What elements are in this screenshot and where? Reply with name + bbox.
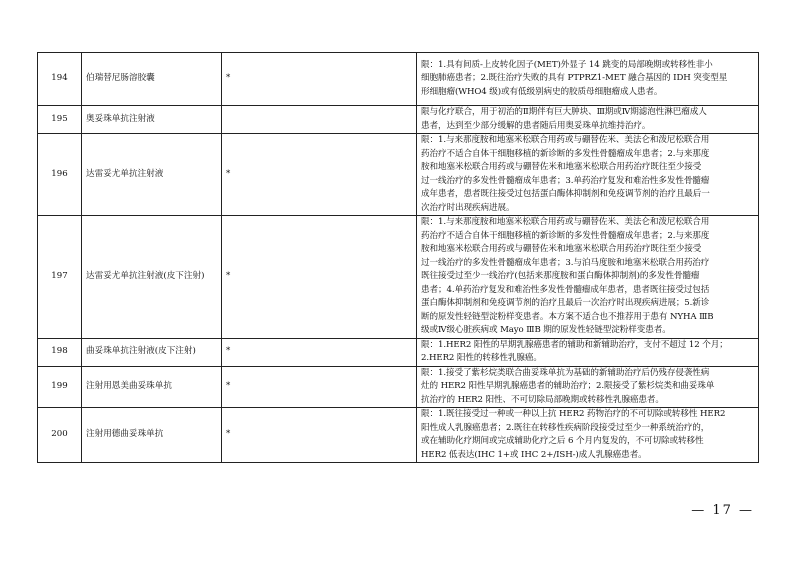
category-mark: * xyxy=(222,134,417,216)
remark-line: 限与化疗联合，用于初治的Ⅱ期伴有巨大肿块、Ⅲ期或Ⅳ期滤泡性淋巴瘤成人 xyxy=(421,107,707,117)
remark-line: 既往接受过至少一线治疗(包括来那度胺和蛋白酶体抑制剂)的多发性骨髓瘤 xyxy=(421,271,700,281)
remark-line: 阳性成人乳腺癌患者；2.既往在转移性疾病阶段接受过至少一种系统治疗的， xyxy=(421,422,710,433)
drug-list-table xyxy=(37,52,759,463)
remark-line: 药治疗不适合自体干细胞移植的新诊断的多发性骨髓瘤成年患者；2.与来那度 xyxy=(421,148,710,159)
remarks-cell xyxy=(417,408,759,463)
drug-name: 伯瑞替尼肠溶胶囊 xyxy=(82,53,222,106)
drug-name: 曲妥珠单抗注射液(皮下注射) xyxy=(82,338,222,366)
remark-line: 患者；4.单药治疗复发和难治性多发性骨髓瘤成年患者，患者既往接受过包括 xyxy=(421,284,710,295)
table-row xyxy=(38,408,759,463)
remark-line: 断的原发性轻链型淀粉样变患者。本方案不适合也不推荐用于患有 NYHA ⅢB xyxy=(421,311,714,322)
remark-line: 成年患者，患者既往接受过包括蛋白酶体抑制剂和免疫调节剂的治疗且最后一 xyxy=(421,189,710,199)
drug-name: 达雷妥尤单抗注射液 xyxy=(82,134,222,216)
remark-line: 限：1.具有间质-上皮转化因子(MET)外显子 14 跳变的局部晚期或转移性非小 xyxy=(421,59,713,70)
row-number: 198 xyxy=(38,338,82,366)
remarks-cell xyxy=(417,216,759,339)
category-mark: * xyxy=(222,366,417,408)
remark-line: 形细胞瘤(WHO4 级)或有低级别病史的胶质母细胞瘤成人患者。 xyxy=(421,86,663,97)
page-number: — 17 — xyxy=(691,503,754,518)
remark-line: 限：1.HER2 阳性的早期乳腺癌患者的辅助和新辅助治疗，支付不超过 12 个月； xyxy=(421,339,728,350)
remark-line: 限：1.与来那度胺和地塞米松联合用药或与硼替佐米、美法仑和泼尼松联合用 xyxy=(421,217,710,227)
remark-line: 细胞肺癌患者；2.既往治疗失败的具有 PTPRZ1-MET 融合基因的 IDH 突变型星 xyxy=(421,73,728,84)
category-mark: * xyxy=(222,53,417,106)
category-mark: * xyxy=(222,216,417,339)
row-number: 197 xyxy=(38,216,82,339)
row-number: 196 xyxy=(38,134,82,216)
table-row xyxy=(38,106,759,134)
table-row xyxy=(38,216,759,339)
remarks-cell xyxy=(417,134,759,216)
table-row xyxy=(38,134,759,216)
remark-line: 次治疗时出现疾病进展。 xyxy=(421,202,515,213)
remark-line: 过一线治疗的多发性骨髓瘤成年患者；3.单药治疗复发和难治性多发性骨髓瘤 xyxy=(421,175,710,186)
remarks-cell xyxy=(417,53,759,106)
remark-line: HER2 低表达(IHC 1+或 IHC 2+/ISH-)成人乳腺癌患者。 xyxy=(421,449,647,460)
remark-line: 蛋白酶体抑制剂和免疫调节剂的治疗且最后一次治疗时出现疾病进展；5.新诊 xyxy=(421,298,710,308)
table-row xyxy=(38,338,759,366)
remarks-cell xyxy=(417,106,759,134)
drug-name: 注射用恩美曲妥珠单抗 xyxy=(82,366,222,408)
drug-name: 注射用德曲妥珠单抗 xyxy=(82,408,222,463)
remark-line: 限：1.与来那度胺和地塞米松联合用药或与硼替佐米、美法仑和泼尼松联合用 xyxy=(421,135,710,145)
row-number: 195 xyxy=(38,106,82,134)
row-number: 200 xyxy=(38,408,82,463)
remark-line: 或在辅助化疗期间或完成辅助化疗之后 6 个月内复发的，不可切除或转移性 xyxy=(421,436,704,446)
remark-line: 胺和地塞米松联合用药或与硼替佐米和地塞米松联合用药治疗既往至少接受 xyxy=(421,162,702,172)
remark-line: 过一线治疗的多发性骨髓瘤成年患者；3.与泊马度胺和地塞米松联合用药治疗 xyxy=(421,257,710,268)
drug-name: 达雷妥尤单抗注射液(皮下注射) xyxy=(82,216,222,339)
drug-name: 奥妥珠单抗注射液 xyxy=(82,106,222,134)
row-number: 194 xyxy=(38,53,82,106)
table-row xyxy=(38,53,759,106)
table-body xyxy=(38,53,759,463)
remark-line: 限：1.接受了紫杉烷类联合曲妥珠单抗为基础的新辅助治疗后仍残存侵袭性病 xyxy=(421,367,710,378)
remark-line: 限：1.既往接受过一种或一种以上抗 HER2 药物治疗的不可切除或转移性 HER2 xyxy=(421,409,726,419)
remark-line: 灶的 HER2 阳性早期乳腺癌患者的辅助治疗；2.限接受了紫杉烷类和曲妥珠单 xyxy=(421,381,715,391)
remarks-cell xyxy=(417,366,759,408)
remark-line: 药治疗不适合自体干细胞移植的新诊断的多发性骨髓瘤成年患者；2.与来那度 xyxy=(421,230,710,241)
remark-line: 抗治疗的 HER2 阳性、不可切除局部晚期或转移性乳腺癌患者。 xyxy=(421,394,664,405)
remark-line: 患者，达到至少部分缓解的患者随后用奥妥珠单抗维持治疗。 xyxy=(421,120,651,131)
remark-line: 2.HER2 阳性的转移性乳腺癌。 xyxy=(421,353,542,363)
remarks-cell xyxy=(417,338,759,366)
category-mark: * xyxy=(222,338,417,366)
category-mark: * xyxy=(222,408,417,463)
remark-line: 胺和地塞米松联合用药或与硼替佐米和地塞米松联合用药治疗既往至少接受 xyxy=(421,244,702,254)
category-mark xyxy=(222,106,417,134)
table-row xyxy=(38,366,759,408)
remark-line: 级或Ⅳ级心脏疾病或 Mayo ⅢB 期的原发性轻链型淀粉样变患者。 xyxy=(421,325,671,335)
row-number: 199 xyxy=(38,366,82,408)
